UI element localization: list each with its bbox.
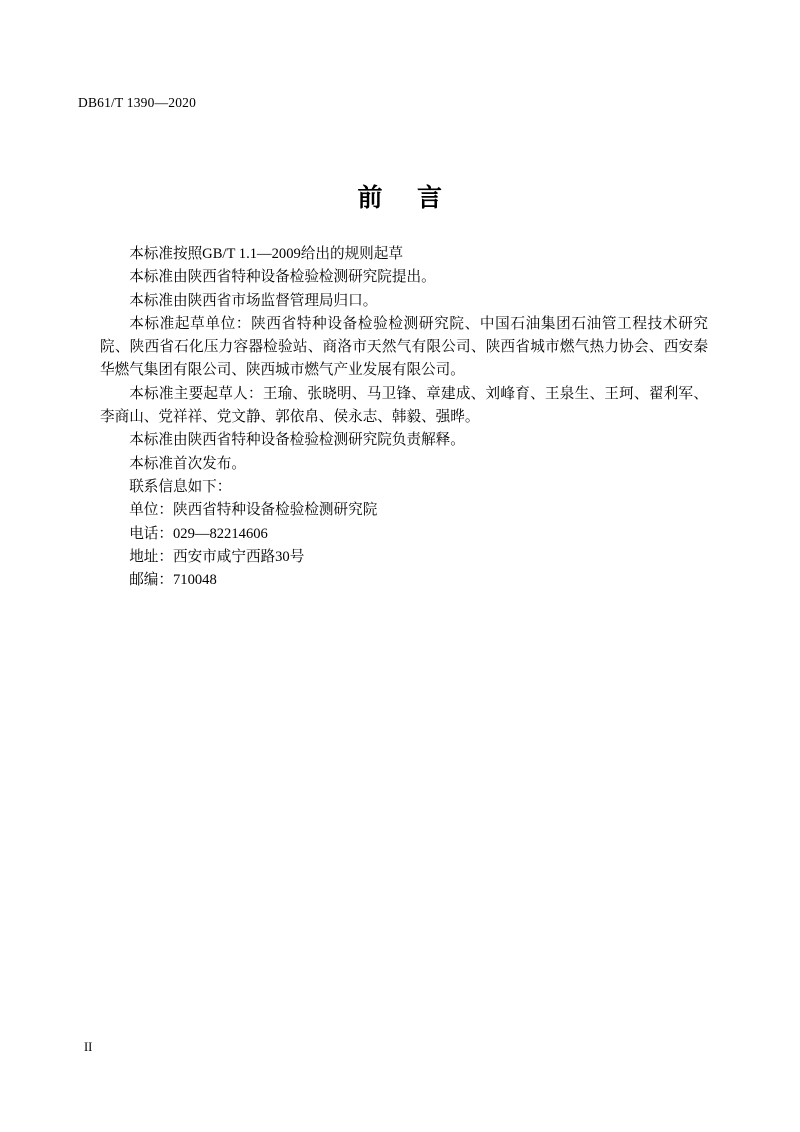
foreword-paragraph: 本标准起草单位：陕西省特种设备检验检测研究院、中国石油集团石油管工程技术研究院、陕西省石化压力容器检验站、商洛市天然气有限公司、陕西省城市燃气热力协会、西安秦华燃气集团有限公司、陕西城市燃气产业发展有限公司。 <box>100 315 708 379</box>
page-number: II <box>84 1040 93 1054</box>
foreword-paragraph: 本标准由陕西省特种设备检验检测研究院提出。 <box>129 269 436 286</box>
foreword-paragraph: 本标准首次发布。 <box>129 455 246 472</box>
page-title <box>0 178 800 214</box>
contact-line: 地址：西安市咸宁西路30号 <box>129 548 305 565</box>
foreword-paragraph: 联系信息如下： <box>129 478 232 495</box>
foreword-paragraph: 本标准由陕西省特种设备检验检测研究院负责解释。 <box>129 432 465 449</box>
foreword-body <box>100 243 708 592</box>
foreword-paragraph: 本标准按照GB/T 1.1—2009给出的规则起草 <box>129 246 403 262</box>
page-title-char-2: 言 <box>417 185 443 212</box>
foreword-paragraph: 本标准由陕西省市场监督管理局归口。 <box>129 292 378 309</box>
foreword-paragraph: 本标准主要起草人：王瑜、张晓明、马卫锋、章建成、刘峰育、王泉生、王珂、翟利军、李商山、党祥祥、党文静、郭依帛、侯永志、韩毅、强晔。 <box>100 385 708 426</box>
contact-line: 电话：029—82214606 <box>129 525 268 542</box>
contact-line: 单位：陕西省特种设备检验检测研究院 <box>129 502 378 519</box>
page-title-char-1: 前 <box>357 185 383 212</box>
contact-line: 邮编：710048 <box>129 572 217 589</box>
standard-code-header: DB61/T 1390—2020 <box>78 95 197 110</box>
